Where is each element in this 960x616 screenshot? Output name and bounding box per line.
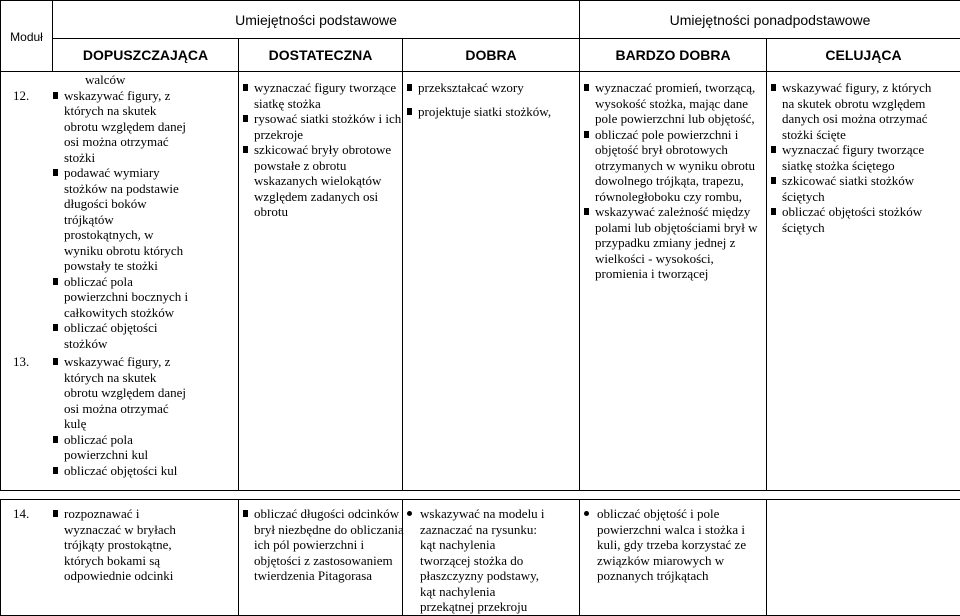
module-header: Moduł (1, 1, 53, 72)
bullet-item (243, 80, 402, 111)
bullet-line: obliczać objętości stożków (771, 204, 960, 220)
square-bullet-icon (407, 108, 412, 115)
bullet-line: objętości z zastosowaniem (254, 552, 393, 568)
bullet-line: ich pól powierzchni i (254, 537, 365, 552)
bullet-line: powierzchni bocznych i (64, 289, 189, 304)
bardzo-dobra-12-13-cell (580, 72, 767, 491)
bullet-item (407, 104, 579, 120)
bullet-line: których bokami są (64, 552, 161, 568)
basic-skills-header: Umiejętności podstawowe (53, 1, 580, 39)
dostateczna-14-list (243, 506, 402, 584)
square-bullet-icon (53, 467, 58, 474)
bullet-line: obrotu (254, 204, 288, 219)
bullet-item (53, 354, 186, 432)
square-bullet-icon (584, 208, 589, 215)
square-bullet-icon (771, 146, 776, 153)
bullet-line: dowolnego trójkąta, trapezu, (595, 173, 744, 188)
bullet-line: siatkę stożka (254, 95, 321, 111)
level-header-dopuszczajaca: DOPUSZCZAJĄCA (53, 39, 239, 72)
square-bullet-icon (53, 358, 58, 365)
bullet-line: wielkości - wysokości, (595, 250, 714, 266)
bullet-line: obliczać objętości kul (53, 463, 186, 479)
bullet-line: względem zadanych osi (254, 188, 379, 204)
bullet-line: obliczać pola (53, 274, 188, 290)
bullet-line: wyznaczać w bryłach (64, 521, 176, 537)
bullet-line: obliczać objętości (53, 320, 188, 336)
bullet-line: kulę (64, 416, 87, 431)
bullet-line: pole powierzchni lub objętość, (595, 111, 755, 126)
square-bullet-icon (243, 510, 248, 517)
bullet-line: obliczać pole powierzchni i (584, 127, 766, 143)
bullet-item (53, 463, 186, 479)
bullet-line: osi można otrzymać (64, 400, 169, 416)
square-bullet-icon (407, 84, 412, 91)
bullet-line: zaznaczać na rysunku: (420, 521, 537, 537)
round-bullet-icon (407, 511, 412, 516)
dopuszczajaca-12-list (53, 88, 188, 352)
bullet-line: których na skutek (64, 103, 157, 118)
bullet-line: trójkąty prostokątne, (64, 537, 172, 552)
level-header-dobra: DOBRA (403, 39, 580, 72)
square-bullet-icon (584, 84, 589, 91)
bullet-line: stożki (64, 149, 96, 165)
bullet-line: objętość brył obrotowych (595, 142, 728, 157)
bullet-line: obliczać objętość i pole (584, 506, 766, 522)
bullet-line: na skutek obrotu względem (782, 95, 926, 111)
bullet-line: odpowiednie odcinki (64, 568, 174, 583)
bullet-line: powstałe z obrotu (254, 157, 347, 173)
bardzo-dobra-12-13-list (584, 80, 766, 282)
square-bullet-icon (53, 436, 58, 443)
bullet-item (771, 142, 960, 173)
module-14-block (11, 506, 238, 584)
bullet-line: stożki ścięte (782, 126, 846, 142)
bullet-item (584, 506, 766, 584)
bullet-line: obliczać długości odcinków (243, 506, 402, 522)
bullet-item (771, 173, 960, 204)
bullet-item (243, 506, 402, 584)
square-bullet-icon (243, 115, 248, 122)
bullet-item (584, 127, 766, 205)
bullet-line: przekształcać wzory (407, 80, 579, 96)
bullet-line: obliczać pola (53, 432, 186, 448)
bullet-line: kąt nachylenia (420, 537, 496, 552)
bullet-line: poznanych trójkątach (597, 568, 709, 583)
module-13-block (11, 354, 238, 478)
bullet-line: długości boków (64, 196, 147, 211)
bullet-line: tworzącej stożka do (420, 552, 524, 568)
bullet-item (584, 80, 766, 127)
celujaca-12-13-cell (767, 72, 960, 491)
bullet-line: kuli, gdy trzeba korzystać ze (597, 537, 747, 552)
bullet-item (771, 80, 960, 142)
dostateczna-12-13-list (243, 80, 402, 220)
dobra-14-list (407, 506, 579, 615)
square-bullet-icon (771, 177, 776, 184)
bullet-line: obrotu względem danej (64, 385, 187, 400)
bullet-line: ściętych (782, 188, 825, 204)
bullet-line: szkicować siatki stożków (771, 173, 960, 189)
round-bullet-icon (584, 511, 589, 516)
dopuszczajaca-13-list (53, 354, 186, 478)
bullet-line: wysokość stożka, mając dane (595, 95, 749, 111)
module-14-basic-cell (1, 500, 239, 616)
level-header-bardzo-dobra: BARDZO DOBRA (580, 39, 767, 72)
bullet-item (771, 204, 960, 235)
bullet-item (243, 111, 402, 142)
bullet-line: związków miarowych w (597, 552, 725, 568)
bullet-line: osi można otrzymać (64, 134, 169, 149)
bullet-line: promienia i tworzącej (595, 266, 709, 281)
bullet-item (53, 320, 188, 351)
square-bullet-icon (53, 169, 58, 176)
bullet-line: stożków na podstawie (64, 180, 179, 196)
bullet-line: przekroje (254, 126, 304, 142)
bullet-line: twierdzenia Pitagorasa (254, 568, 373, 583)
bullet-item (53, 432, 186, 463)
level-header-celujaca: CELUJĄCA (767, 39, 960, 72)
carry-text: walców (85, 72, 126, 87)
bullet-line: przypadku zmiany jednej z (595, 235, 736, 250)
module-number-12: 12. (13, 87, 30, 103)
bullet-line: wyznaczać figury tworzące (771, 142, 960, 158)
square-bullet-icon (53, 324, 58, 331)
bullet-line: trójkątów (64, 211, 114, 227)
bullet-line: wskazywać figury, z (53, 354, 186, 370)
bardzo-dobra-14-cell (580, 500, 767, 616)
bullet-item (53, 506, 176, 584)
bullet-line: podawać wymiary (53, 165, 188, 181)
dopuszczajaca-14-list (53, 506, 176, 584)
bullet-line: wyznaczać figury tworzące (243, 80, 402, 96)
celujaca-12-13-list (771, 80, 960, 235)
bullet-line: wyznaczać promień, tworzącą, (584, 80, 766, 96)
bullet-line: wskazywać figury, z których (771, 80, 960, 96)
bullet-line: powierzchni kul (64, 447, 149, 462)
bullet-item (584, 204, 766, 282)
bullet-line: przekątnej przekroju (420, 599, 528, 614)
dobra-14-cell (403, 500, 580, 616)
bullet-item (53, 165, 188, 274)
bullet-line: otrzymanych w wyniku obrotu (595, 157, 755, 173)
dobra-12-13-list (407, 80, 579, 119)
advanced-skills-header: Umiejętności ponadpodstawowe (580, 1, 960, 39)
module-12-13-basic-cell (1, 72, 239, 491)
bullet-line: kąt nachylenia (420, 583, 496, 599)
bullet-line: rozpoznawać i (53, 506, 176, 522)
row-separator (1, 491, 960, 500)
bullet-line: siatkę stożka ściętego (782, 157, 895, 173)
square-bullet-icon (771, 84, 776, 91)
bullet-line: ściętych (782, 219, 825, 235)
bullet-line: wskazanych wielokątów (254, 173, 382, 188)
bullet-line: brył niezbędne do obliczania (254, 521, 404, 537)
bullet-item (407, 80, 579, 96)
bullet-line: stożków (64, 335, 108, 351)
square-bullet-icon (243, 146, 248, 153)
bullet-line: wskazywać figury, z (53, 88, 188, 104)
bullet-line: wskazywać na modelu i (407, 506, 579, 522)
bullet-line: polami lub objętościami brył w (595, 219, 758, 235)
bullet-line: których na skutek (64, 369, 157, 385)
square-bullet-icon (771, 208, 776, 215)
bullet-line: równoległoboku czy rombu, (595, 188, 742, 204)
dobra-12-13-cell (403, 72, 580, 491)
module-number-14: 14. (13, 506, 30, 521)
square-bullet-icon (243, 84, 248, 91)
bullet-line: danych osi można otrzymać (782, 111, 928, 126)
bullet-line: rysować siatki stożków i ich (243, 111, 402, 127)
bullet-item (243, 142, 402, 220)
module-12-block (11, 88, 238, 352)
bullet-line: obrotu względem danej (64, 118, 187, 134)
bullet-line: wyniku obrotu których (64, 242, 184, 258)
bullet-line: projektuje siatki stożków, (407, 104, 579, 120)
square-bullet-icon (53, 278, 58, 285)
module-number-13: 13. (13, 354, 30, 369)
bullet-item (53, 88, 188, 166)
bardzo-dobra-14-list (584, 506, 766, 584)
bullet-line: płaszczyzny podstawy, (420, 568, 540, 583)
dostateczna-14-cell (239, 500, 403, 616)
bullet-line: powierzchni walca i stożka i (597, 521, 746, 537)
bullet-item (407, 506, 579, 615)
bullet-item (53, 274, 188, 321)
bullet-line: całkowitych stożków (64, 304, 175, 320)
level-header-dostateczna: DOSTATECZNA (239, 39, 403, 72)
bullet-line: wskazywać zależność między (584, 204, 766, 220)
square-bullet-icon (53, 92, 58, 99)
bullet-line: powstały te stożki (64, 258, 158, 273)
bullet-line: prostokątnych, w (64, 227, 154, 242)
square-bullet-icon (584, 131, 589, 138)
bullet-line: szkicować bryły obrotowe (243, 142, 402, 158)
dostateczna-12-13-cell (239, 72, 403, 491)
celujaca-14-cell (767, 500, 960, 616)
square-bullet-icon (53, 510, 58, 517)
